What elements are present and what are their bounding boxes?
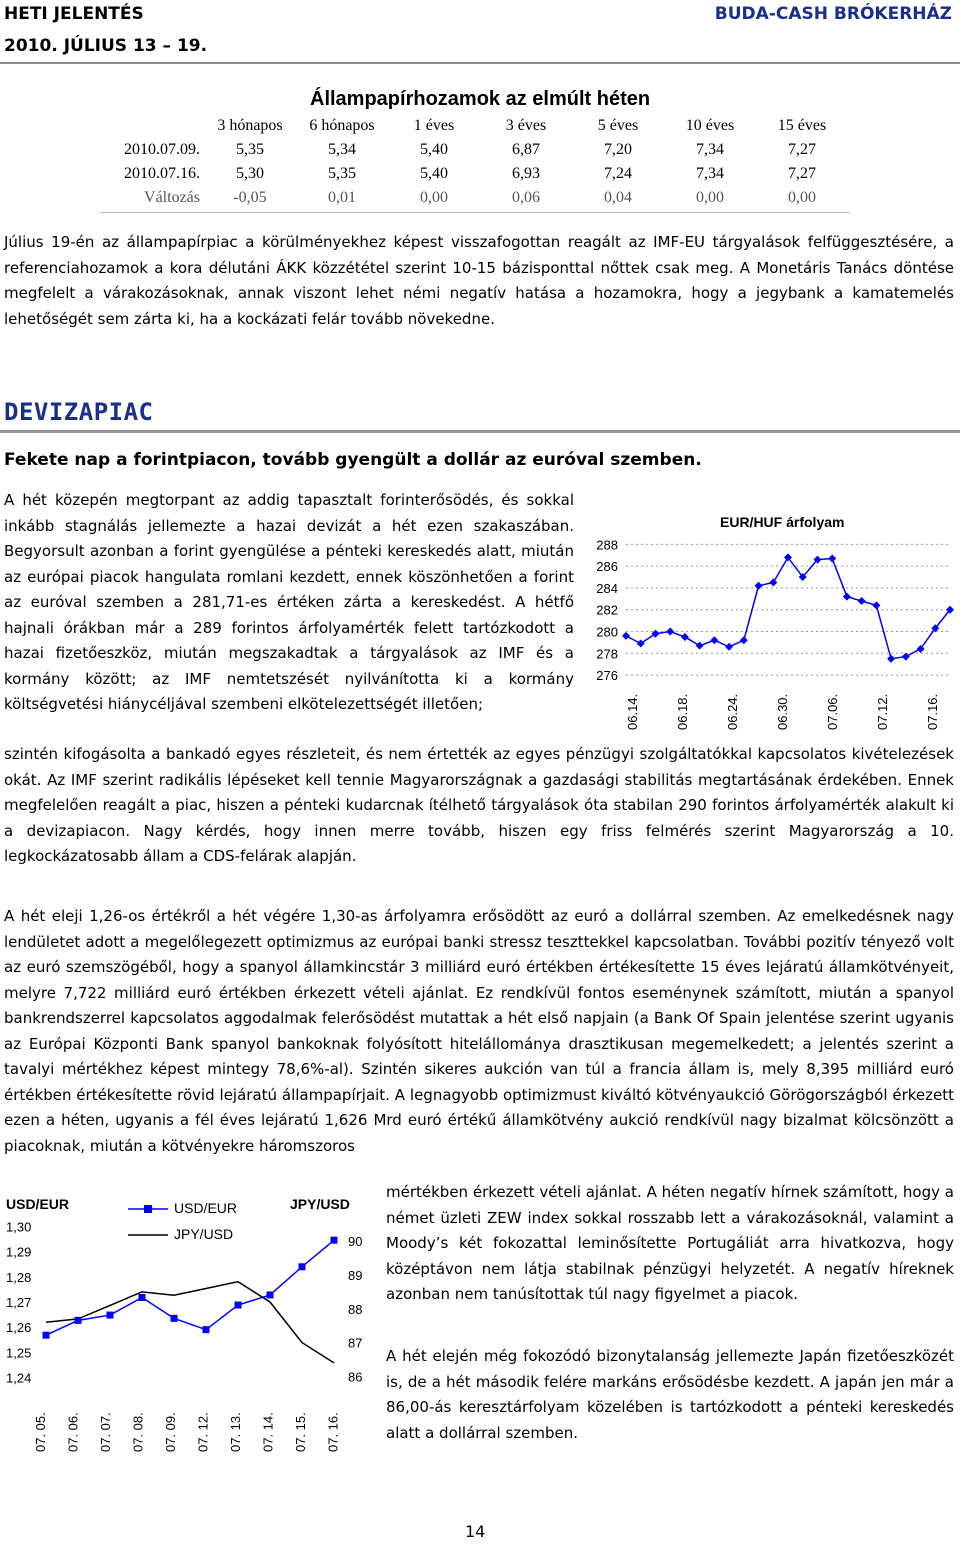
right-y-tick-label: 87 [348,1335,363,1351]
data-point [267,1291,274,1298]
right-y-tick-label: 88 [348,1301,363,1317]
data-point [75,1317,82,1324]
section-subtitle: Fekete nap a forintpiacon, tovább gyengült a dollár az euróval szemben. [4,450,702,470]
paragraph-eur-usd: A hét eleji 1,26-os értékről a hét végére 1,30-as árfolyamra erősödött az euró a dollárral szemben. Az emelkedésnek nagy lendületet adott a megelőlegezett optimizmus az európai banki stressz teszttekkel kapcsolatban. További pozitív tényező volt az euró szemszögéből, hogy a spanyol államkincstár 3 milliárd euró értékben értékesítette 15 éves lejáratú államkötvényeit, melyre 7,722 milliárd euró értékben érkezett vételi ajánlat. Ez rendkívül fontos eseménynek számított, miután a spanyol bankrendszerrel kapcsolatos aggodalmak felerősödést mutattak a hét első napjain (a Bank Of Spain jelentése szerint ugyanis az Európai Központi Bank spanyol bankoknak folyósított hitelállománya drasztikusan megemelkedett; a jelentés szerint a tavalyi mértékhez képest mintegy 78,6%-al). Szintén sikeres aukción van túl a francia állam is, mely 8,395 milliárd euró értékben értékesítette rövid lejáratú állampapírjait. A legnagyobb optimizmust kiváltó kötvényaukció Görögországból érkezett ezen a héten, ugyanis a fél éves lejáratú 1,626 Mrd euró értékű államkötvény aukció rendkívül nagy bizalmat kölcsönzött a piacoknak, miután a kötvényekre háromszoros [4,907,954,1155]
table-cell: 7,24 [604,165,632,182]
y-tick-label: 280 [596,624,618,640]
left-y-tick-label: 1,27 [6,1295,32,1310]
jpy-usd-line [46,1282,334,1363]
bond-table-title: Állampapírhozamok az elmúlt héten [310,88,651,110]
table-cell: 5,35 [236,141,264,158]
data-point [872,601,880,609]
x-tick-label: 07.06. [825,693,840,730]
x-tick-label: 07. 14. [260,1412,276,1452]
data-point [710,636,718,644]
usd-eur-line [46,1240,334,1335]
table-cell: 7,27 [788,165,816,182]
row-label: Változás [144,189,200,206]
data-point [666,628,674,636]
x-tick-label: 06.14. [625,693,640,730]
y-tick-label: 276 [596,668,618,684]
y-tick-label: 286 [596,559,618,575]
bond-yields-table [100,114,848,210]
table-cell: 5,34 [328,141,356,158]
legend-label-usd-eur: USD/EUR [174,1200,238,1216]
page-number: 14 [465,1522,486,1541]
x-axis-ticks [33,1412,341,1452]
data-point [235,1302,242,1309]
data-point [740,636,748,644]
section-divider [0,430,960,433]
eur-huf-line [626,557,950,658]
table-corner [100,114,204,138]
table-header-row [100,114,848,138]
x-tick-label: 06.18. [675,693,690,730]
table-cell: 5,40 [420,165,448,182]
eur-huf-points [622,553,954,662]
table-cell: 0,06 [512,189,540,206]
data-point [139,1294,146,1301]
section-title: DEVIZAPIAC [4,398,154,426]
table-row [100,162,848,186]
report-title: HETI JELENTÉS [4,4,144,24]
x-tick-label: 07. 13. [228,1412,243,1452]
data-point [843,593,851,601]
header-divider [0,62,960,64]
chart-legend [128,1200,237,1242]
data-point [299,1263,306,1270]
chart-gridlines [626,544,950,675]
x-tick-label: 07.16. [925,693,940,730]
table-cell: 7,34 [696,141,724,158]
column-header: 6 hónapos [309,117,375,134]
data-point [681,633,689,641]
table-cell: -0,05 [233,189,267,206]
left-y-tick-label: 1,28 [6,1269,32,1285]
left-y-tick-label: 1,25 [6,1345,32,1361]
x-tick-label: 07. 15. [293,1412,308,1452]
left-axis-label: USD/EUR [6,1196,70,1212]
x-tick-label: 07. 06. [65,1412,81,1452]
table-cell: 6,93 [512,165,540,182]
row-label: 2010.07.09. [124,141,200,158]
data-point [725,643,733,651]
data-point [331,1237,338,1244]
legend-marker-usd-eur [144,1205,152,1213]
data-point [203,1326,210,1333]
data-point [43,1332,50,1339]
table-cell: 0,00 [420,189,448,206]
right-y-tick-label: 90 [348,1234,363,1250]
table-cell: 7,34 [696,165,724,182]
x-tick-label: 06.30. [775,693,790,730]
data-point [171,1315,178,1322]
legend-label-jpy-usd: JPY/USD [174,1226,234,1242]
column-header: 3 hónapos [217,117,283,134]
paragraph-imf: szintén kifogásolta a bankadó egyes részleteit, és nem értették az egyes pénzügyi szolgáltatókkal kapcsolatos kivételezések okát. Az IMF szerint radikális lépéseket kell tennie Magyarországnak a gazdasági stabilitás megtartásának érdekében. Ennek megfelelően reagált a piac, hiszen a pénteki kudarcnak ítélhető tárgyalások óta stabilan 290 forintos árfolyamérték alakult ki a devizapiacon. Nagy kérdés, hogy innen merre tovább, hiszen egy friss felmérés szerint Magyarország a 10. legkockázatosabb állam a CDS-felárak alapján. [4,745,954,865]
y-tick-label: 284 [596,580,618,596]
table-cell: 0,04 [604,189,632,206]
left-y-tick-label: 1,26 [6,1320,32,1336]
table-cell: 5,30 [236,165,264,182]
table-cell: 0,00 [788,189,816,206]
left-y-tick-label: 1,29 [6,1244,32,1260]
table-row [100,186,848,210]
right-y-tick-label: 86 [348,1369,363,1385]
column-header: 5 éves [597,117,639,134]
data-point [828,555,836,563]
right-axis-label: JPY/USD [290,1196,350,1212]
data-point [622,632,630,640]
x-tick-label: 07. 09. [163,1412,178,1452]
column-header: 3 éves [505,117,547,134]
data-point [755,582,763,590]
paragraph-eur-usd-continued: mértékben érkezett vételi ajánlat. A héten negatív hírnek számított, hogy a német üzleti ZEW index sokkal rosszabb lett a várakozásoknál, valamint a Moody’s két fokozattal leminősítette Portugáliát arra hivatkozva, hogy középtávon nem látja stabilnak pénzügyi helyzetét. A negatív híreknek azonban nem tanúsítottak túl nagy figyelmet a piacok. [386,1183,954,1303]
left-y-tick-label: 1,24 [6,1370,32,1386]
column-header: 15 éves [777,117,827,134]
data-point [651,630,659,638]
x-tick-label: 07. 08. [130,1412,146,1452]
data-point [858,597,866,605]
right-y-ticks [348,1234,362,1384]
table-cell: 5,35 [328,165,356,182]
y-axis-ticks [596,537,618,683]
usd-eur-jpy-usd-chart [0,1190,370,1460]
page-header [0,0,960,70]
eur-huf-chart [590,500,960,740]
column-header: 1 éves [413,117,455,134]
data-point [769,578,777,586]
data-point [887,655,895,663]
right-y-tick-label: 89 [348,1267,363,1283]
row-label: 2010.07.16. [124,165,200,182]
y-tick-label: 278 [596,646,618,662]
paragraph-forint: A hét közepén megtorpant az addig tapasztalt forinterősödés, és sokkal inkább stagnálás jellemezte a hazai devizát a hét ezen szakaszában. Begyorsult azonban a forint gyengülése a pénteki kereskedés alatt, miután az európai piacok hangulata romlani kezdett, ennek köszönhetően a forint az euróval szemben a 281,71-es értéken zárta a kereskedést. A hétfő hajnali órákban már a 289 forintos árfolyamérték felett tartózkodott a hazai fizetőeszköz, miután megszakadtak a tárgyalások az IMF és a kormány között; az IMF nemtetszését nyilvánította ki a kormány költségvetési hiánycéljával szembeni elkötelezettségét illetően; [4,491,574,713]
table-cell: 6,87 [512,141,540,158]
data-point [696,642,704,650]
column-header: 10 éves [685,117,735,134]
x-tick-label: 07. 07. [98,1412,113,1452]
table-cell: 7,20 [604,141,632,158]
y-tick-label: 288 [596,537,618,553]
company-name: BUDA-CASH BRÓKERHÁZ [714,4,952,24]
table-row [100,138,848,162]
x-axis-ticks [625,694,940,730]
x-tick-label: 07.12. [875,693,890,730]
table-cell: 5,40 [420,141,448,158]
report-date: 2010. JÚLIUS 13 – 19. [4,36,208,56]
x-tick-label: 07. 05. [33,1412,48,1452]
paragraph-bond-market: Július 19-én az állampapírpiac a körülményekhez képest visszafogottan reagált az IMF-EU tárgyalások felfüggesztésére, a referenciahozamok a kora délutáni ÁKK közzététel szerint 10-15 bázisponttal nőttek csak meg. A Monetáris Tanács döntése megfelelt a várakozásoknak, annak viszont lehet némi negatív hatása a hozamokra, hogy a jegybank a kamatemelés lehetőségét sem zárta ki, ha a kockázati felár tovább növekedne. [4,233,954,328]
table-cell: 0,00 [696,189,724,206]
y-tick-label: 282 [596,602,618,618]
data-point [637,640,645,648]
x-tick-label: 06.24. [725,693,740,730]
table-cell: 0,01 [328,189,356,206]
chart-title: EUR/HUF árfolyam [720,514,845,530]
data-point [902,653,910,661]
left-y-ticks [6,1220,31,1386]
table-cell: 7,27 [788,141,816,158]
x-tick-label: 07. 16. [325,1412,341,1452]
paragraph-jpy: A hét elején még fokozódó bizonytalanság jellemezte Japán fizetőeszközét is, de a hét második felére markáns erősödésbe kezdett. A japán jen már a 86,00-ás keresztárfolyam közelében is tartózkodott a pénteki kereskedés alatt a dollárral szemben. [386,1347,954,1442]
x-tick-label: 07. 12. [195,1412,211,1452]
left-y-tick-label: 1,30 [6,1219,32,1235]
data-point [107,1312,114,1319]
table-bottom-rule [100,212,850,213]
